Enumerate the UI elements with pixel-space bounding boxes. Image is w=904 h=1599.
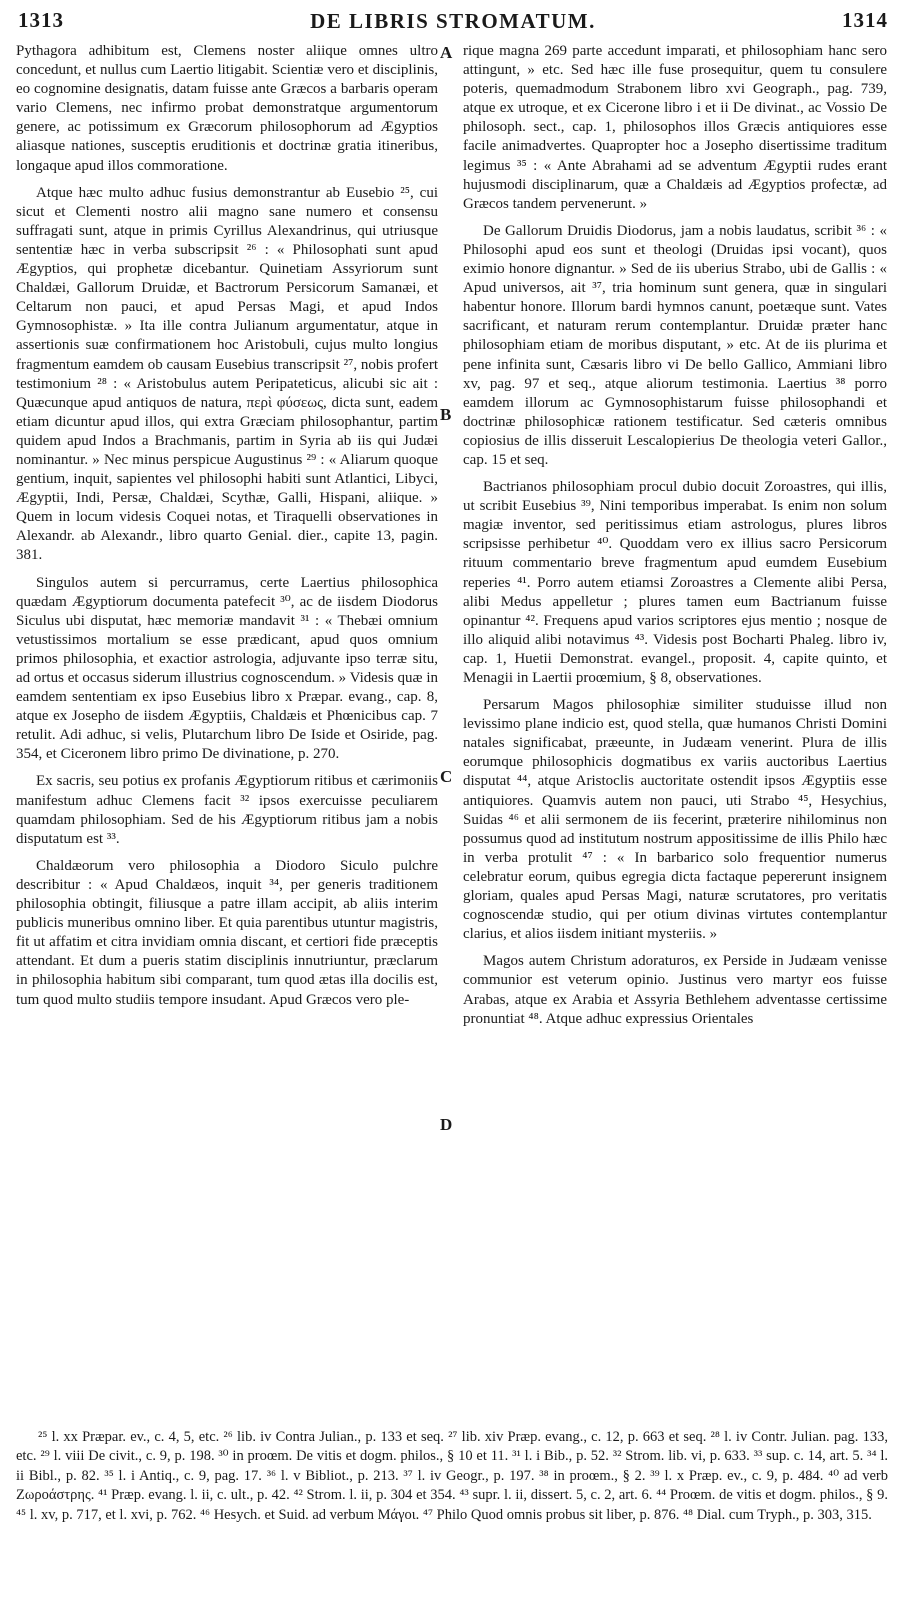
paragraph: Persarum Magos philosophiæ similiter studuisse illud non levissimo plane indicio est, quod stella, quæ humanos Christi Domini natales significabat, præeunte, in Judæam venerint. Plura de illis eorumque philosophicis dogmatibus ex variis auctoribus Laertius disputat ⁴⁴, atque Aristoclis auctoritate ostendit ipsos Ægyptiis esse antiquiores. Quamvis autem non pauci, uti Strabo ⁴⁵, Hesychius, Suidas ⁴⁶ et alii sermonem de iis fecerint, præterire nihilominus non possumus quod ad institutum nostrum appositissime de illis Philo hæc in verba protulit ⁴⁷ : « In barbarico solo frequentior numerus celebratur eorum, quibus egregia dicta factaque pepererunt insignem gloriam, quales apud Persas Magi, naturæ scrutatores, pro veritatis cognoscendæ studio, qui per otium divinas virtutes contemplantur clarius, et alios iisdem initiant mysteriis. » [463, 697, 887, 943]
paragraph: Ex sacris, seu potius ex profanis Ægyptiorum ritibus et cærimoniis manifestum adhuc Clemens facit ³² ipsos exercuisse peculiarem quamdam philosophiam. Sed de his Ægyptiorum ritibus jam a nobis disputatum est ³³. [16, 773, 438, 847]
paragraph: Bactrianos philosophiam procul dubio docuit Zoroastres, qui illis, ut scribit Eusebius ³⁹, Nini temporibus imperabat. Is enim non solum magiæ inventor, sed peritissimus etiam astrologus, plures libros scripsisse perhibetur ⁴⁰. Quoddam vero ex illius sacro Persicorum rituum commentario breve fragmentum apud eumdem Eusebium reperies ⁴¹. Porro autem etiamsi Zoroastres a Clemente alibi Persa, alibi Medus appelletur ; plures tamen eum Bactrianum fuisse opinantur ⁴². Frequens apud varios scriptores ejus mentio ; nosque de illo aliquid alibi notavimus ⁴³. Videsis post Bocharti Phaleg. libro iv, cap. 1, Huetii Demonstrat. evangel., proposit. 4, capite quinto, et Menagii in Laertii proœmium, § 8, observationes. [463, 479, 887, 686]
paragraph: De Gallorum Druidis Diodorus, jam a nobis laudatus, scribit ³⁶ : « Philosophi apud eos sunt et theologi (Druidas ipsi vocant), quos eximio honore dignantur. » Sed de iis uberius Strabo, ubi de Gallis : « Apud universos, ait ³⁷, tria hominum sunt genera, quæ in singulari habentur honore. Illorum bardi hymnos canunt, poetæque sunt. Vates sacrificant, et naturam rerum contemplantur. Druidæ præter hanc philosophiam etiam de moribus disputant, » etc. At de iis plurima et pene infinita sunt, Cæsaris libro vi De bello Gallico, Ammiani libro xv, pag. 97 et seq., atque aliorum testimonia. Laertius ³⁸ porro eamdem illorum ac Gymnosophistarum fuisse philosophandi et doctrinæ philosophicæ rationem testificatur. Sed cæteris omnibus copiosius de illis disseruit Lescalopierius De theologia veteri Gallor., cap. 15 et seq. [463, 222, 887, 468]
paragraph: Magos autem Christum adoraturos, ex Perside in Judæam venisse communior est veterum opinio. Justinus vero martyr eos fuisse Arabas, atque ex Arabia et Assyria Bethlehem adventasse certissime pronuntiat ⁴⁸. Atque adhuc expressius Orientales [463, 953, 887, 1027]
left-text-column [16, 42, 438, 1010]
paragraph: Atque hæc multo adhuc fusius demonstrantur ab Eusebio ²⁵, cui sicut et Clementi nostro alii magno sane numero et consensu suffragati sunt, atque in primis Cyrillus Alexandrinus, qui utriusque sententiæ hæc in verba subscripsit ²⁶ : « Philosophati sunt apud Ægyptios, qui prophetæ dicebantur. Quinetiam Assyriorum sunt Chaldæi, Gallorum Druidæ, et Bactrorum Persicorum Samanæi, et Celtarum non pauci, et apud Persas Magi, et apud Indos Gymnosophistæ. » Ita ille contra Julianum argumentatur, atque in assertionis suæ confirmationem hoc Aristobuli, cujus multo longius fragmentum eamdem ob causam Eusebius transcripsit ²⁷, nobis profert testimonium ²⁸ : « Aristobulus autem Peripateticus, alicubi sic ait : Quæcunque apud antiquos de natura, περὶ φύσεως, dicta sunt, eadem etiam dicuntur apud illos, qui extra Græciam philosophantur, partim quidem apud Indos a Brachmanis, partim in Syria ab iis qui Judæi nominantur. » Nec minus perspicue Augustinus ²⁹ : « Aliarum quoque gentium, inquit, sapientes vel philosophi habiti sunt Atlantici, Libyci, Ægyptii, Indi, Persæ, Chaldæi, Scythæ, Galli, Hispani, aliique. » Quem in locum videsis Coquei notas, et Tiraquelli observationes in Alexandr. ab Alexandr., libro quarto Genial. dier., capite 13, pagin. 381. [16, 184, 438, 564]
paragraph: Chaldæorum vero philosophia a Diodoro Siculo pulchre describitur : « Apud Chaldæos, inquit ³⁴, per generis traditionem philosophia obtingit, filiusque a patre illam accipit, ab aliis interim publicis muneribus omnino liber. Et quia parentibus utuntur magistris, fit ut affatim et citra invidiam omnia discant, et certiori fide præceptis attendant. Et dum a pueris statim disciplinis innutriuntur, præclarum in philosophia habitum sibi comparant, tum quod ætas illa docilis est, tum quod multo studiis tempore insudant. Apud Græcos vero ple- [16, 857, 438, 1008]
page-header [18, 8, 888, 38]
right-text-column [463, 42, 887, 1029]
left-page-number: 1313 [18, 8, 64, 32]
paragraph: Singulos autem si percurramus, certe Laertius philosophica quædam Ægyptiorum documenta patefecit ³⁰, ac de iisdem Diodorus Siculus ubi disputat, hæc memoriæ mandavit ³¹ : « Thebæi omnium vetustissimos mortalium se esse prædicant, apud quos omnium primos philosophia, et exactior astrologia, adjuvante ipso terræ situ, ad ortus et occasus siderum illustrius cognoscendum. » Videsis quæ in eamdem sententiam ex ipso Eusebius libro x Præpar. evang., cap. 8, atque ex Josepho de iisdem Ægyptiis, Chaldæis et Phœnicibus cap. 7 retulit. Adi adhuc, si velis, Plutarchum libro De Iside et Osiride, pag. 354, et Ciceronem libro primo De divinatione, p. 270. [16, 574, 438, 763]
paragraph: rique magna 269 parte accedunt imparati, et philosophiam hanc sero attingunt, » etc. Sed hæc ille fuse prosequitur, quem tu consulere poteris, quemadmodum Strabonem libro xvi Geograph., pag. 739, atque ex utroque, et ex Cicerone libro i et ii De divinat., ac Vossio De philosoph. sect., cap. 1, philosophos illos Græcis antiquiores esse facile animadvertes. Quapropter hoc a Josepho disertissime traditum legimus ³⁵ : « Ante Abrahami ad se adventum Ægyptii rudes erant hujusmodi disciplinarum, quæ a Chaldæis ad Ægyptios profectæ, ad Græcos tandem pervenerunt. » [463, 43, 887, 212]
margin-letter-c: C [440, 767, 453, 786]
footnotes: ²⁵ l. xx Præpar. ev., c. 4, 5, etc. ²⁶ lib. iv Contra Julian., p. 133 et seq. ²⁷ lib. xiv Præp. evang., c. 12, p. 663 et seq. ²⁸ l. iv Contr. Julian. pag. 133, etc. ²⁹ l. viii De civit., c. 9, p. 198. ³⁰ in proœm. De vitis et dogm. philos., § 10 et 11. ³¹ l. i Bib., p. 52. ³² Strom. lib. vi, p. 633. ³³ sup. c. 14, art. 5. ³⁴ l. ii Bibl., p. 82. ³⁵ l. i Antiq., c. 9, pag. 17. ³⁶ l. v Bibliot., p. 213. ³⁷ l. iv Geogr., p. 197. ³⁸ in proœm., § 2. ³⁹ l. x Præp. ev., c. 9, p. 484. ⁴⁰ ad verb Ζωροάστρης. ⁴¹ Præp. evang. l. ii, c. ult., p. 42. ⁴² Strom. l. ii, p. 304 et 354. ⁴³ supr. l. ii, dissert. 5, c. 2, art. 6. ⁴⁴ Proœm. de vitis et dogm. philos., § 9. ⁴⁵ l. xv, p. 717, et l. xvi, p. 762. ⁴⁶ Hesych. et Suid. ad verbum Μάγοι. ⁴⁷ Philo Quod omnis probus sit liber, p. 876. ⁴⁸ Dial. cum Tryph., p. 303, 315. [16, 1429, 888, 1523]
margin-letter-b: B [440, 405, 452, 424]
margin-letter-d: D [440, 1115, 453, 1134]
paragraph: Pythagora adhibitum est, Clemens noster aliique omnes ultro concedunt, et nullus cum Laertio litigabit. Scientiæ vero et disciplinis, eo cognomine designatis, datam fuisse ante Græcos a barbaris operam vario Clemens, nec infirmo probat demonstratque argumentorum genere, ac potissimum ex Græcorum philosophorum ad Ægyptios aliasque nationes, susceptis eruditionis et doctrinæ gratia itineribus, longaque apud illos commoratione. [16, 43, 438, 174]
right-page-number: 1314 [842, 8, 888, 32]
running-title: DE LIBRIS STROMATUM. [310, 9, 596, 33]
margin-letter-a: A [440, 43, 453, 62]
